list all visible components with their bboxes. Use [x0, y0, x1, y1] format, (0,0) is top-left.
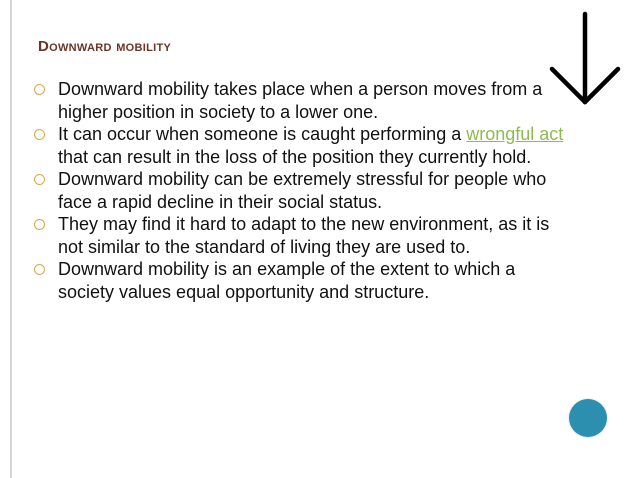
ring-bullet-icon — [34, 264, 45, 275]
list-item — [34, 168, 574, 213]
ring-bullet-icon — [34, 219, 45, 230]
bullet-text: Downward mobility can be extremely stressful for people who face a rapid decline in their social status. — [58, 169, 547, 212]
bullet-text: Downward mobility is an example of the extent to which a society values equal opportunity and structure. — [58, 259, 516, 302]
list-item — [34, 258, 574, 303]
bullet-text-after: that can result in the loss of the position they currently hold. — [58, 146, 532, 167]
left-divider — [10, 0, 12, 478]
ring-bullet-icon — [34, 174, 45, 185]
list-item — [34, 78, 574, 123]
bullet-text: Downward mobility takes place when a person moves from a higher position in society to a lower one. — [58, 79, 543, 122]
bullet-text-before: It can occur when someone is caught performing a — [58, 124, 467, 144]
bullet-list — [34, 78, 574, 303]
slide-title: Downward mobility — [38, 38, 172, 55]
bullet-text: They may find it hard to adapt to the new environment, as it is not similar to the standard of living they are used to. — [58, 214, 550, 257]
wrongful-act-link[interactable]: wrongful act — [466, 124, 564, 144]
list-item — [34, 123, 574, 168]
list-item — [34, 213, 574, 258]
ring-bullet-icon — [34, 84, 45, 95]
circle-icon — [569, 399, 607, 437]
ring-bullet-icon — [34, 129, 45, 140]
